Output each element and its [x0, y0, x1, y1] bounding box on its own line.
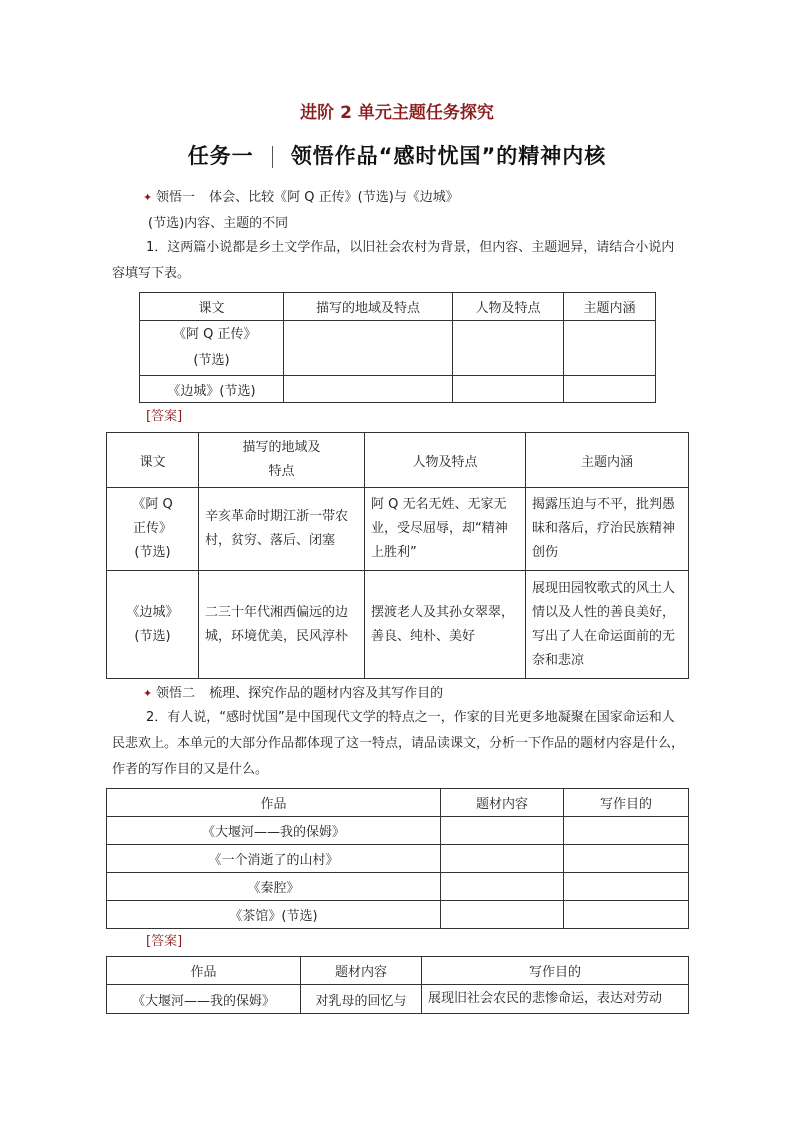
answer-label: [答案]	[146, 934, 183, 949]
section1-heading-line1: 体会、比较《阿 Q 正传》(节选)与《边城》	[209, 190, 459, 205]
header-cell: 主题内涵	[564, 293, 656, 321]
table-row	[107, 985, 689, 1014]
table-cell-empty	[441, 901, 564, 929]
header-cell: 人物及特点	[453, 293, 564, 321]
section2-heading-text: 梳理、探究作品的题材内容及其写作目的	[209, 686, 444, 701]
table-cell-empty	[441, 873, 564, 901]
section2-blank-table	[106, 788, 689, 929]
table-cell-empty	[564, 873, 689, 901]
table-row	[107, 817, 689, 845]
header-cell: 写作目的	[422, 957, 689, 985]
header-cell: 写作目的	[564, 789, 689, 817]
table-cell-empty	[453, 376, 564, 403]
table-cell: 展现旧社会农民的悲惨命运，表达对劳动	[422, 985, 689, 1014]
page-title: 进阶 2 单元主题任务探究	[300, 103, 494, 123]
header-cell: 描写的地域及特点	[284, 293, 453, 321]
table-cell-empty	[441, 817, 564, 845]
table-cell: 展现田园牧歌式的风土人情以及人性的善良美好，写出了人在命运面前的无奈和悲凉	[526, 571, 689, 679]
table-cell-empty	[284, 321, 453, 376]
section1-heading-line2: (节选)内容、主题的不同	[148, 216, 289, 231]
section1-heading	[143, 186, 459, 205]
header-cell: 题材内容	[441, 789, 564, 817]
table-row	[140, 376, 656, 403]
table-header-row	[140, 293, 656, 321]
table-cell-empty	[441, 845, 564, 873]
table-cell: 《边城》(节选)	[140, 376, 284, 403]
table-header-row	[107, 789, 689, 817]
task-name: 领悟作品“感时忧国”的精神内核	[290, 144, 607, 168]
table-cell-empty	[453, 321, 564, 376]
task-heading	[0, 140, 794, 170]
task-label: 任务一	[187, 144, 254, 168]
table-cell: 《阿 Q 正传》(节选)	[140, 321, 284, 376]
section2-question: 2．有人说，“感时忧国”是中国现代文学的特点之一，作家的目光更多地凝聚在国家命运和人民悲欢上。本单元的大部分作品都体现了这一特点，请品读课文，分析一下作品的题材内容是什么，作者的写作目的又是什么。	[112, 710, 685, 777]
table-cell-empty	[284, 376, 453, 403]
table-header-row	[107, 433, 689, 488]
section2-answer-table	[106, 956, 689, 1014]
table-cell: 辛亥革命时期江浙一带农村，贫穷、落后、闭塞	[199, 488, 365, 571]
table-cell: 《边城》(节选)	[107, 571, 199, 679]
table-row	[107, 845, 689, 873]
header-cell: 课文	[140, 293, 284, 321]
header-cell: 题材内容	[301, 957, 422, 985]
table-cell: 摆渡老人及其孙女翠翠，善良、纯朴、美好	[365, 571, 526, 679]
table-cell: 揭露压迫与不平，批判愚昧和落后，疗治民族精神创伤	[526, 488, 689, 571]
table-cell-empty	[564, 901, 689, 929]
section1-blank-table	[139, 292, 656, 403]
table-header-row	[107, 957, 689, 985]
table-row	[107, 873, 689, 901]
table-cell-empty	[564, 321, 656, 376]
table-row	[107, 901, 689, 929]
table-cell-empty	[564, 845, 689, 873]
table-cell: 《秦腔》	[107, 873, 441, 901]
section2-prefix: 领悟二	[156, 686, 196, 701]
header-cell: 作品	[107, 789, 441, 817]
header-cell: 作品	[107, 957, 301, 985]
section1-answer-table	[106, 432, 689, 679]
section1-question: 1．这两篇小说都是乡土文学作品，以旧社会农村为背景，但内容、主题迥异，请结合小说内容填写下表。	[112, 240, 675, 281]
table-cell: 对乳母的回忆与	[301, 985, 422, 1014]
section2-heading	[143, 682, 443, 701]
lightbulb-icon: ✦	[143, 687, 153, 700]
answer-label: [答案]	[146, 409, 183, 424]
section1-prefix: 领悟一	[156, 190, 196, 205]
table-cell: 阿 Q 无名无姓、无家无业，受尽屈辱，却“精神上胜利”	[365, 488, 526, 571]
table-row	[140, 321, 656, 376]
table-cell-empty	[564, 376, 656, 403]
table-cell: 《一个消逝了的山村》	[107, 845, 441, 873]
table-cell: 《大堰河——我的保姆》	[107, 985, 301, 1014]
divider	[272, 146, 273, 168]
table-cell: 《茶馆》(节选)	[107, 901, 441, 929]
header-cell: 主题内涵	[526, 433, 689, 488]
table-cell: 《阿 Q 正传》(节选)	[107, 488, 199, 571]
lightbulb-icon: ✦	[143, 191, 153, 204]
table-cell: 《大堰河——我的保姆》	[107, 817, 441, 845]
table-cell: 二三十年代湘西偏远的边城，环境优美，民风淳朴	[199, 571, 365, 679]
table-row	[107, 571, 689, 679]
table-cell-empty	[564, 817, 689, 845]
header-cell: 描写的地域及特点	[199, 433, 365, 488]
header-cell: 课文	[107, 433, 199, 488]
table-row	[107, 488, 689, 571]
header-cell: 人物及特点	[365, 433, 526, 488]
